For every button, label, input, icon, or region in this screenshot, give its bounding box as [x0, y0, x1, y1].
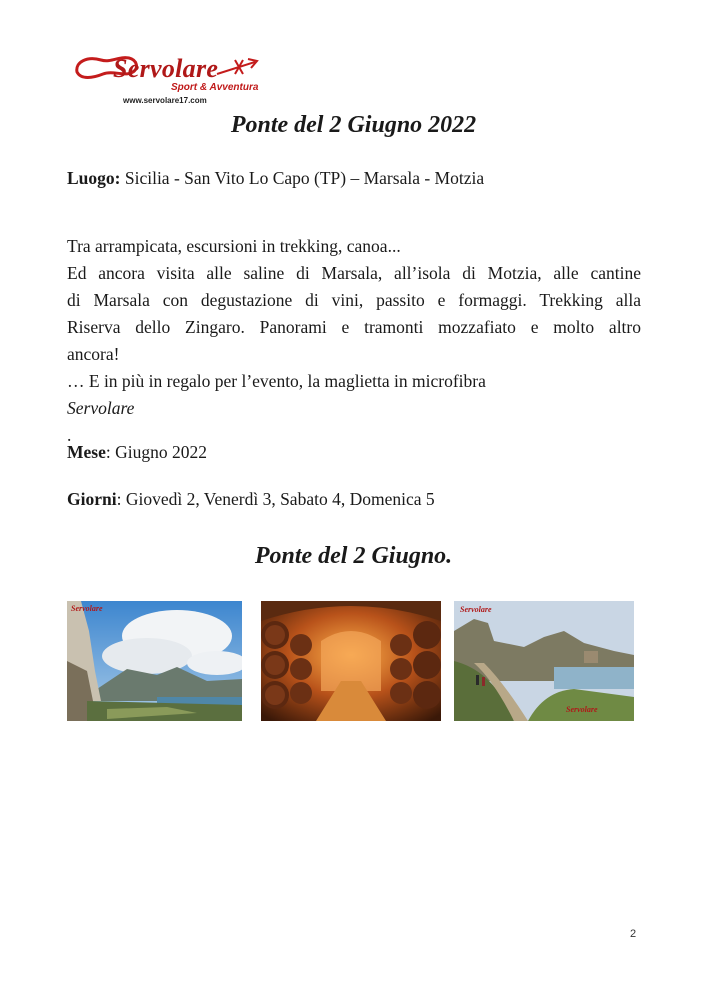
photo-coast-cliffs	[67, 601, 242, 721]
giorni-line	[67, 489, 435, 510]
description-line: Tra arrampicata, escursioni in trekking, canoa...	[67, 236, 401, 256]
photo-trekking-path	[454, 601, 634, 721]
mese-label: Mese	[67, 442, 106, 462]
gift-text: … E in più in regalo per l’evento, la maglietta in microfibra	[67, 371, 486, 391]
logo-url: www.servolare17.com	[123, 96, 207, 105]
luogo-label: Luogo:	[67, 168, 121, 188]
description-paragraph	[67, 233, 641, 449]
gift-text-end: .	[67, 425, 72, 445]
photo-watermark: Servolare	[71, 604, 103, 613]
description-line: di Marsala con degustazione di vini, passito e formaggi. Trekking alla	[67, 290, 641, 310]
giorni-label: Giorni	[67, 489, 117, 509]
mese-line	[67, 442, 207, 463]
description-line: ancora!	[67, 344, 120, 364]
brand-name: Servolare	[67, 398, 135, 418]
servolare-logo	[67, 44, 271, 110]
page-number: 2	[630, 928, 637, 940]
luogo-value: Sicilia - San Vito Lo Capo (TP) – Marsala - Motzia	[120, 168, 485, 188]
description-line: Ed ancora visita alle saline di Marsala, all’isola di Motzia, alle cantine	[67, 263, 641, 283]
photo-watermark: Servolare	[460, 605, 492, 614]
description-line: Riserva dello Zingaro. Panorami e tramonti mozzafiato e molto altro	[67, 317, 641, 337]
wine-cellar-image	[261, 601, 441, 721]
section-subtitle: Ponte del 2 Giugno.	[254, 543, 453, 569]
description-line	[67, 368, 641, 449]
photo-wine-cellar	[261, 601, 441, 721]
logo-tagline: Sport & Avventura	[171, 82, 259, 93]
photo-watermark: Servolare	[566, 705, 598, 714]
trekking-landscape-image	[454, 601, 634, 721]
giorni-value: : Giovedì 2, Venerdì 3, Sabato 4, Domenica 5	[116, 489, 435, 509]
luogo-line	[67, 168, 484, 189]
page-title: Ponte del 2 Giugno 2022	[230, 112, 477, 138]
logo-wordmark: Servolare	[113, 54, 219, 83]
mese-value: : Giugno 2022	[105, 442, 207, 462]
coast-landscape-image	[67, 601, 242, 721]
